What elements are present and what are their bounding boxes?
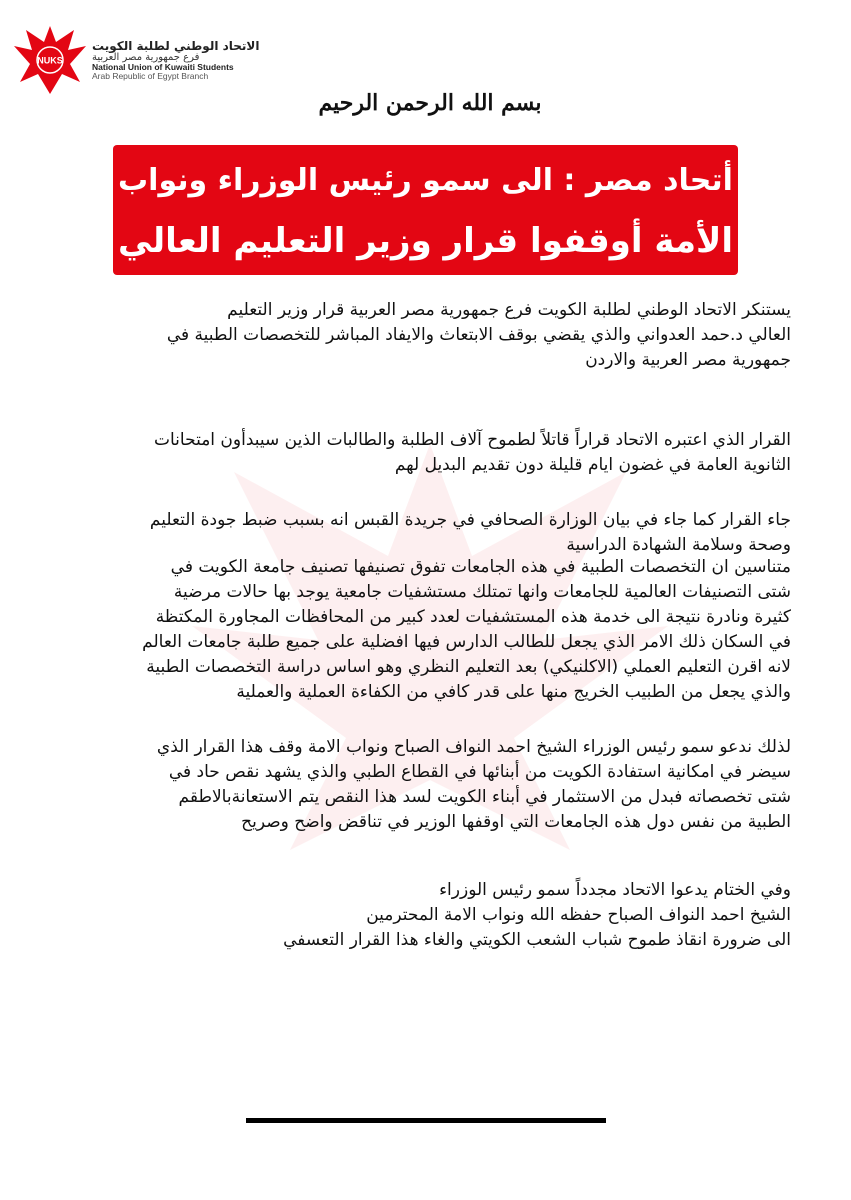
logo-emblem-text: NUKS xyxy=(37,55,63,66)
logo-english-branch: Arab Republic of Egypt Branch xyxy=(92,71,209,82)
eagle-emblem-icon xyxy=(10,20,90,100)
paragraph-line: الطبية من نفس دول هذه الجامعات التي اوقفها الوزير في تناقض واضح وصريح xyxy=(241,812,791,832)
paragraph-line: متناسين ان التخصصات الطبية في هذه الجامعات تفوق تصنيفها تصنيف جامعة الكويت في xyxy=(170,557,791,577)
paragraph-line: شتى تخصصاته فبدل من الاستثمار في أبناء الكويت لسد هذا النقص يتم الاستعانةبالاطقم xyxy=(178,787,791,807)
logo-text xyxy=(92,40,312,81)
logo-english-name: National Union of Kuwaiti Students xyxy=(92,62,234,73)
paragraph-1 xyxy=(60,298,791,373)
paragraph-line: سيضر في امكانية استفادة الكويت من أبنائها في القطاع الطبي والذي يشهد نقص حاد في xyxy=(168,762,791,782)
paragraph-line: والذي يجعل من الطبيب الخريج منها على قدر كافي من الكفاءة العملية والعملية xyxy=(236,682,791,702)
paragraph-line: وصحة وسلامة الشهادة الدراسية xyxy=(566,535,791,555)
paragraph-line: العالي د.حمد العدواني والذي يقضي بوقف الابتعاث والايفاد المباشر للتخصصات الطبية في xyxy=(166,325,791,345)
paragraph-line: الى ضرورة انقاذ طموح شباب الشعب الكويتي والغاء هذا القرار التعسفي xyxy=(283,930,791,950)
paragraph-3 xyxy=(60,508,791,558)
paragraph-line: شتى التصنيفات العالمية للجامعات وانها تمتلك مستشفيات جامعية يوجد بها حالات مرضية xyxy=(173,582,791,602)
logo-arabic-name: الاتحاد الوطني لطلبة الكويت xyxy=(92,39,260,53)
paragraph-line: وفي الختام يدعوا الاتحاد مجدداً سمو رئيس الوزراء xyxy=(439,880,791,900)
paragraph-line: يستنكر الاتحاد الوطني لطلبة الكويت فرع جمهورية مصر العربية قرار وزير التعليم xyxy=(227,300,791,320)
paragraph-line: لذلك ندعو سمو رئيس الوزراء الشيخ احمد النواف الصباح ونواب الامة وقف هذا القرار الذي xyxy=(156,737,791,757)
headline-banner xyxy=(113,145,738,275)
paragraph-line: القرار الذي اعتبره الاتحاد قراراً قاتلاً لطموح آلاف الطلبة والطالبات الذين سيبدأون امتحانات xyxy=(154,430,791,450)
closing-paragraph xyxy=(60,878,791,953)
bottom-divider xyxy=(246,1118,606,1123)
logo-arabic-branch: فرع جمهورية مصر العربية xyxy=(92,51,200,63)
nuks-logo xyxy=(10,20,310,105)
paragraph-line: الشيخ احمد النواف الصباح حفظه الله ونواب الامة المحترمين xyxy=(366,905,791,925)
paragraph-line: جمهورية مصر العربية والاردن xyxy=(585,350,791,370)
paragraph-2 xyxy=(60,428,791,478)
basmala: بسم الله الرحمن الرحيم xyxy=(318,90,542,116)
paragraph-4 xyxy=(60,555,791,705)
headline-line-2: الأمة أوقفوا قرار وزير التعليم العالي xyxy=(117,221,734,261)
paragraph-line: جاء القرار كما جاء في بيان الوزارة الصحافي في جريدة القبس انه بسبب ضبط جودة التعليم xyxy=(149,510,791,530)
paragraph-5 xyxy=(60,735,791,835)
paragraph-line: كثيرة ونادرة نتيجة الى خدمة هذه المستشفيات لعدد كبير من المحافظات المجاورة المكتظة xyxy=(155,607,791,627)
headline-line-1: أتحاد مصر : الى سمو رئيس الوزراء ونواب xyxy=(118,163,733,198)
paragraph-line: لانه اقرن التعليم العملي (الاكلنيكي) بعد التعليم النظري وهو اساس دراسة التخصصات الطبية xyxy=(146,657,791,677)
paragraph-line: في السكان ذلك الامر الذي يجعل للطالب الدارس فيها افضلية على جميع طلبة جامعات العالم xyxy=(142,632,791,652)
paragraph-line: الثانوية العامة في غضون ايام قليلة دون تقديم البديل لهم xyxy=(394,455,791,475)
